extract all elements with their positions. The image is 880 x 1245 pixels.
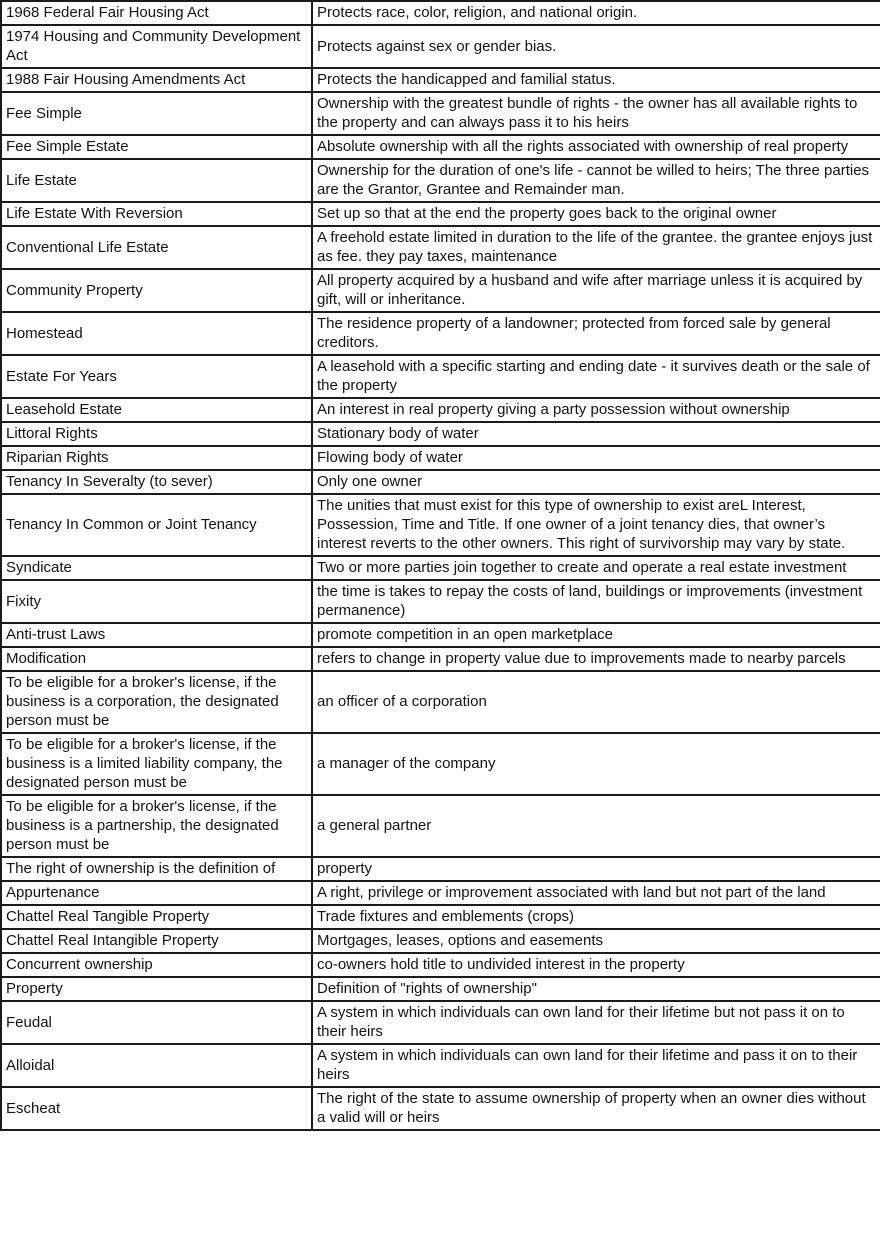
definition-cell: Absolute ownership with all the rights associated with ownership of real property bbox=[312, 135, 880, 159]
term-cell: Modification bbox=[1, 647, 312, 671]
term-cell: Appurtenance bbox=[1, 881, 312, 905]
table-row bbox=[1, 159, 880, 202]
term-cell: Riparian Rights bbox=[1, 446, 312, 470]
table-row bbox=[1, 202, 880, 226]
definition-cell: Ownership for the duration of one's life - cannot be willed to heirs; The three parties are the Grantor, Grantee and Remainder man. bbox=[312, 159, 880, 202]
table-row bbox=[1, 733, 880, 795]
term-cell: To be eligible for a broker's license, if the business is a corporation, the designated person must be bbox=[1, 671, 312, 733]
term-cell: Escheat bbox=[1, 1087, 312, 1130]
term-cell: Tenancy In Severalty (to sever) bbox=[1, 470, 312, 494]
definition-cell: Protects against sex or gender bias. bbox=[312, 25, 880, 68]
table-row bbox=[1, 905, 880, 929]
term-cell: Life Estate bbox=[1, 159, 312, 202]
table-row bbox=[1, 1044, 880, 1087]
term-cell: Life Estate With Reversion bbox=[1, 202, 312, 226]
definition-cell: Ownership with the greatest bundle of rights - the owner has all available rights to the property and can always pass it to his heirs bbox=[312, 92, 880, 135]
term-cell: Chattel Real Tangible Property bbox=[1, 905, 312, 929]
table-row bbox=[1, 68, 880, 92]
table-row bbox=[1, 977, 880, 1001]
definition-cell: Trade fixtures and emblements (crops) bbox=[312, 905, 880, 929]
term-cell: To be eligible for a broker's license, if the business is a partnership, the designated person must be bbox=[1, 795, 312, 857]
table-row bbox=[1, 580, 880, 623]
definition-cell: promote competition in an open marketplace bbox=[312, 623, 880, 647]
table-row bbox=[1, 881, 880, 905]
term-cell: Alloidal bbox=[1, 1044, 312, 1087]
definition-cell: Definition of "rights of ownership" bbox=[312, 977, 880, 1001]
table-row bbox=[1, 556, 880, 580]
definition-cell: Set up so that at the end the property goes back to the original owner bbox=[312, 202, 880, 226]
definition-cell: The residence property of a landowner; protected from forced sale by general creditors. bbox=[312, 312, 880, 355]
table-row bbox=[1, 312, 880, 355]
definition-cell: An interest in real property giving a party possession without ownership bbox=[312, 398, 880, 422]
term-cell: Fee Simple bbox=[1, 92, 312, 135]
term-cell: Homestead bbox=[1, 312, 312, 355]
definition-cell: A leasehold with a specific starting and ending date - it survives death or the sale of the property bbox=[312, 355, 880, 398]
definition-cell: A system in which individuals can own land for their lifetime but not pass it on to their heirs bbox=[312, 1001, 880, 1044]
table-row bbox=[1, 135, 880, 159]
table-row bbox=[1, 857, 880, 881]
table-body bbox=[1, 1, 880, 1130]
definition-cell: Mortgages, leases, options and easements bbox=[312, 929, 880, 953]
table-row bbox=[1, 446, 880, 470]
term-cell: Concurrent ownership bbox=[1, 953, 312, 977]
term-cell: Fixity bbox=[1, 580, 312, 623]
definition-cell: co-owners hold title to undivided interest in the property bbox=[312, 953, 880, 977]
table-row bbox=[1, 25, 880, 68]
term-cell: Property bbox=[1, 977, 312, 1001]
definition-cell: All property acquired by a husband and wife after marriage unless it is acquired by gift, will or inheritance. bbox=[312, 269, 880, 312]
definition-cell: A freehold estate limited in duration to the life of the grantee. the grantee enjoys just as fee. they pay taxes, maintenance bbox=[312, 226, 880, 269]
term-cell: 1988 Fair Housing Amendments Act bbox=[1, 68, 312, 92]
table-row bbox=[1, 269, 880, 312]
term-cell: To be eligible for a broker's license, if the business is a limited liability company, the designated person must be bbox=[1, 733, 312, 795]
term-cell: Tenancy In Common or Joint Tenancy bbox=[1, 494, 312, 556]
definition-cell: Protects race, color, religion, and national origin. bbox=[312, 1, 880, 25]
definition-cell: A system in which individuals can own land for their lifetime and pass it on to their heirs bbox=[312, 1044, 880, 1087]
term-cell: The right of ownership is the definition of bbox=[1, 857, 312, 881]
definition-cell: Only one owner bbox=[312, 470, 880, 494]
table-row bbox=[1, 422, 880, 446]
term-cell: Chattel Real Intangible Property bbox=[1, 929, 312, 953]
table-row bbox=[1, 929, 880, 953]
term-cell: 1968 Federal Fair Housing Act bbox=[1, 1, 312, 25]
definition-cell: A right, privilege or improvement associated with land but not part of the land bbox=[312, 881, 880, 905]
table-row bbox=[1, 1, 880, 25]
table-row bbox=[1, 494, 880, 556]
definition-cell: a general partner bbox=[312, 795, 880, 857]
definition-cell: The unities that must exist for this type of ownership to exist areL Interest, Possession, Time and Title. If one owner of a joint tenancy dies, that owner’s interest reverts to the other owners. This right of survivorship may vary by state. bbox=[312, 494, 880, 556]
definition-cell: an officer of a corporation bbox=[312, 671, 880, 733]
term-cell: Littoral Rights bbox=[1, 422, 312, 446]
definition-cell: the time is takes to repay the costs of land, buildings or improvements (investment permanence) bbox=[312, 580, 880, 623]
table-row bbox=[1, 226, 880, 269]
table-row bbox=[1, 623, 880, 647]
definition-cell: refers to change in property value due to improvements made to nearby parcels bbox=[312, 647, 880, 671]
definition-cell: Stationary body of water bbox=[312, 422, 880, 446]
table-row bbox=[1, 355, 880, 398]
table-row bbox=[1, 647, 880, 671]
table-row bbox=[1, 92, 880, 135]
definition-cell: Two or more parties join together to create and operate a real estate investment bbox=[312, 556, 880, 580]
term-cell: Leasehold Estate bbox=[1, 398, 312, 422]
term-cell: Anti-trust Laws bbox=[1, 623, 312, 647]
table-row bbox=[1, 953, 880, 977]
definition-cell: property bbox=[312, 857, 880, 881]
definition-cell: a manager of the company bbox=[312, 733, 880, 795]
definition-cell: The right of the state to assume ownership of property when an owner dies without a valid will or heirs bbox=[312, 1087, 880, 1130]
table-row bbox=[1, 1087, 880, 1130]
definition-cell: Protects the handicapped and familial status. bbox=[312, 68, 880, 92]
term-cell: Feudal bbox=[1, 1001, 312, 1044]
table-row bbox=[1, 398, 880, 422]
term-cell: Community Property bbox=[1, 269, 312, 312]
term-cell: Syndicate bbox=[1, 556, 312, 580]
term-cell: Conventional Life Estate bbox=[1, 226, 312, 269]
definition-cell: Flowing body of water bbox=[312, 446, 880, 470]
table-row bbox=[1, 470, 880, 494]
term-cell: 1974 Housing and Community Development Act bbox=[1, 25, 312, 68]
table-row bbox=[1, 671, 880, 733]
term-cell: Estate For Years bbox=[1, 355, 312, 398]
table-row bbox=[1, 795, 880, 857]
table-row bbox=[1, 1001, 880, 1044]
term-cell: Fee Simple Estate bbox=[1, 135, 312, 159]
